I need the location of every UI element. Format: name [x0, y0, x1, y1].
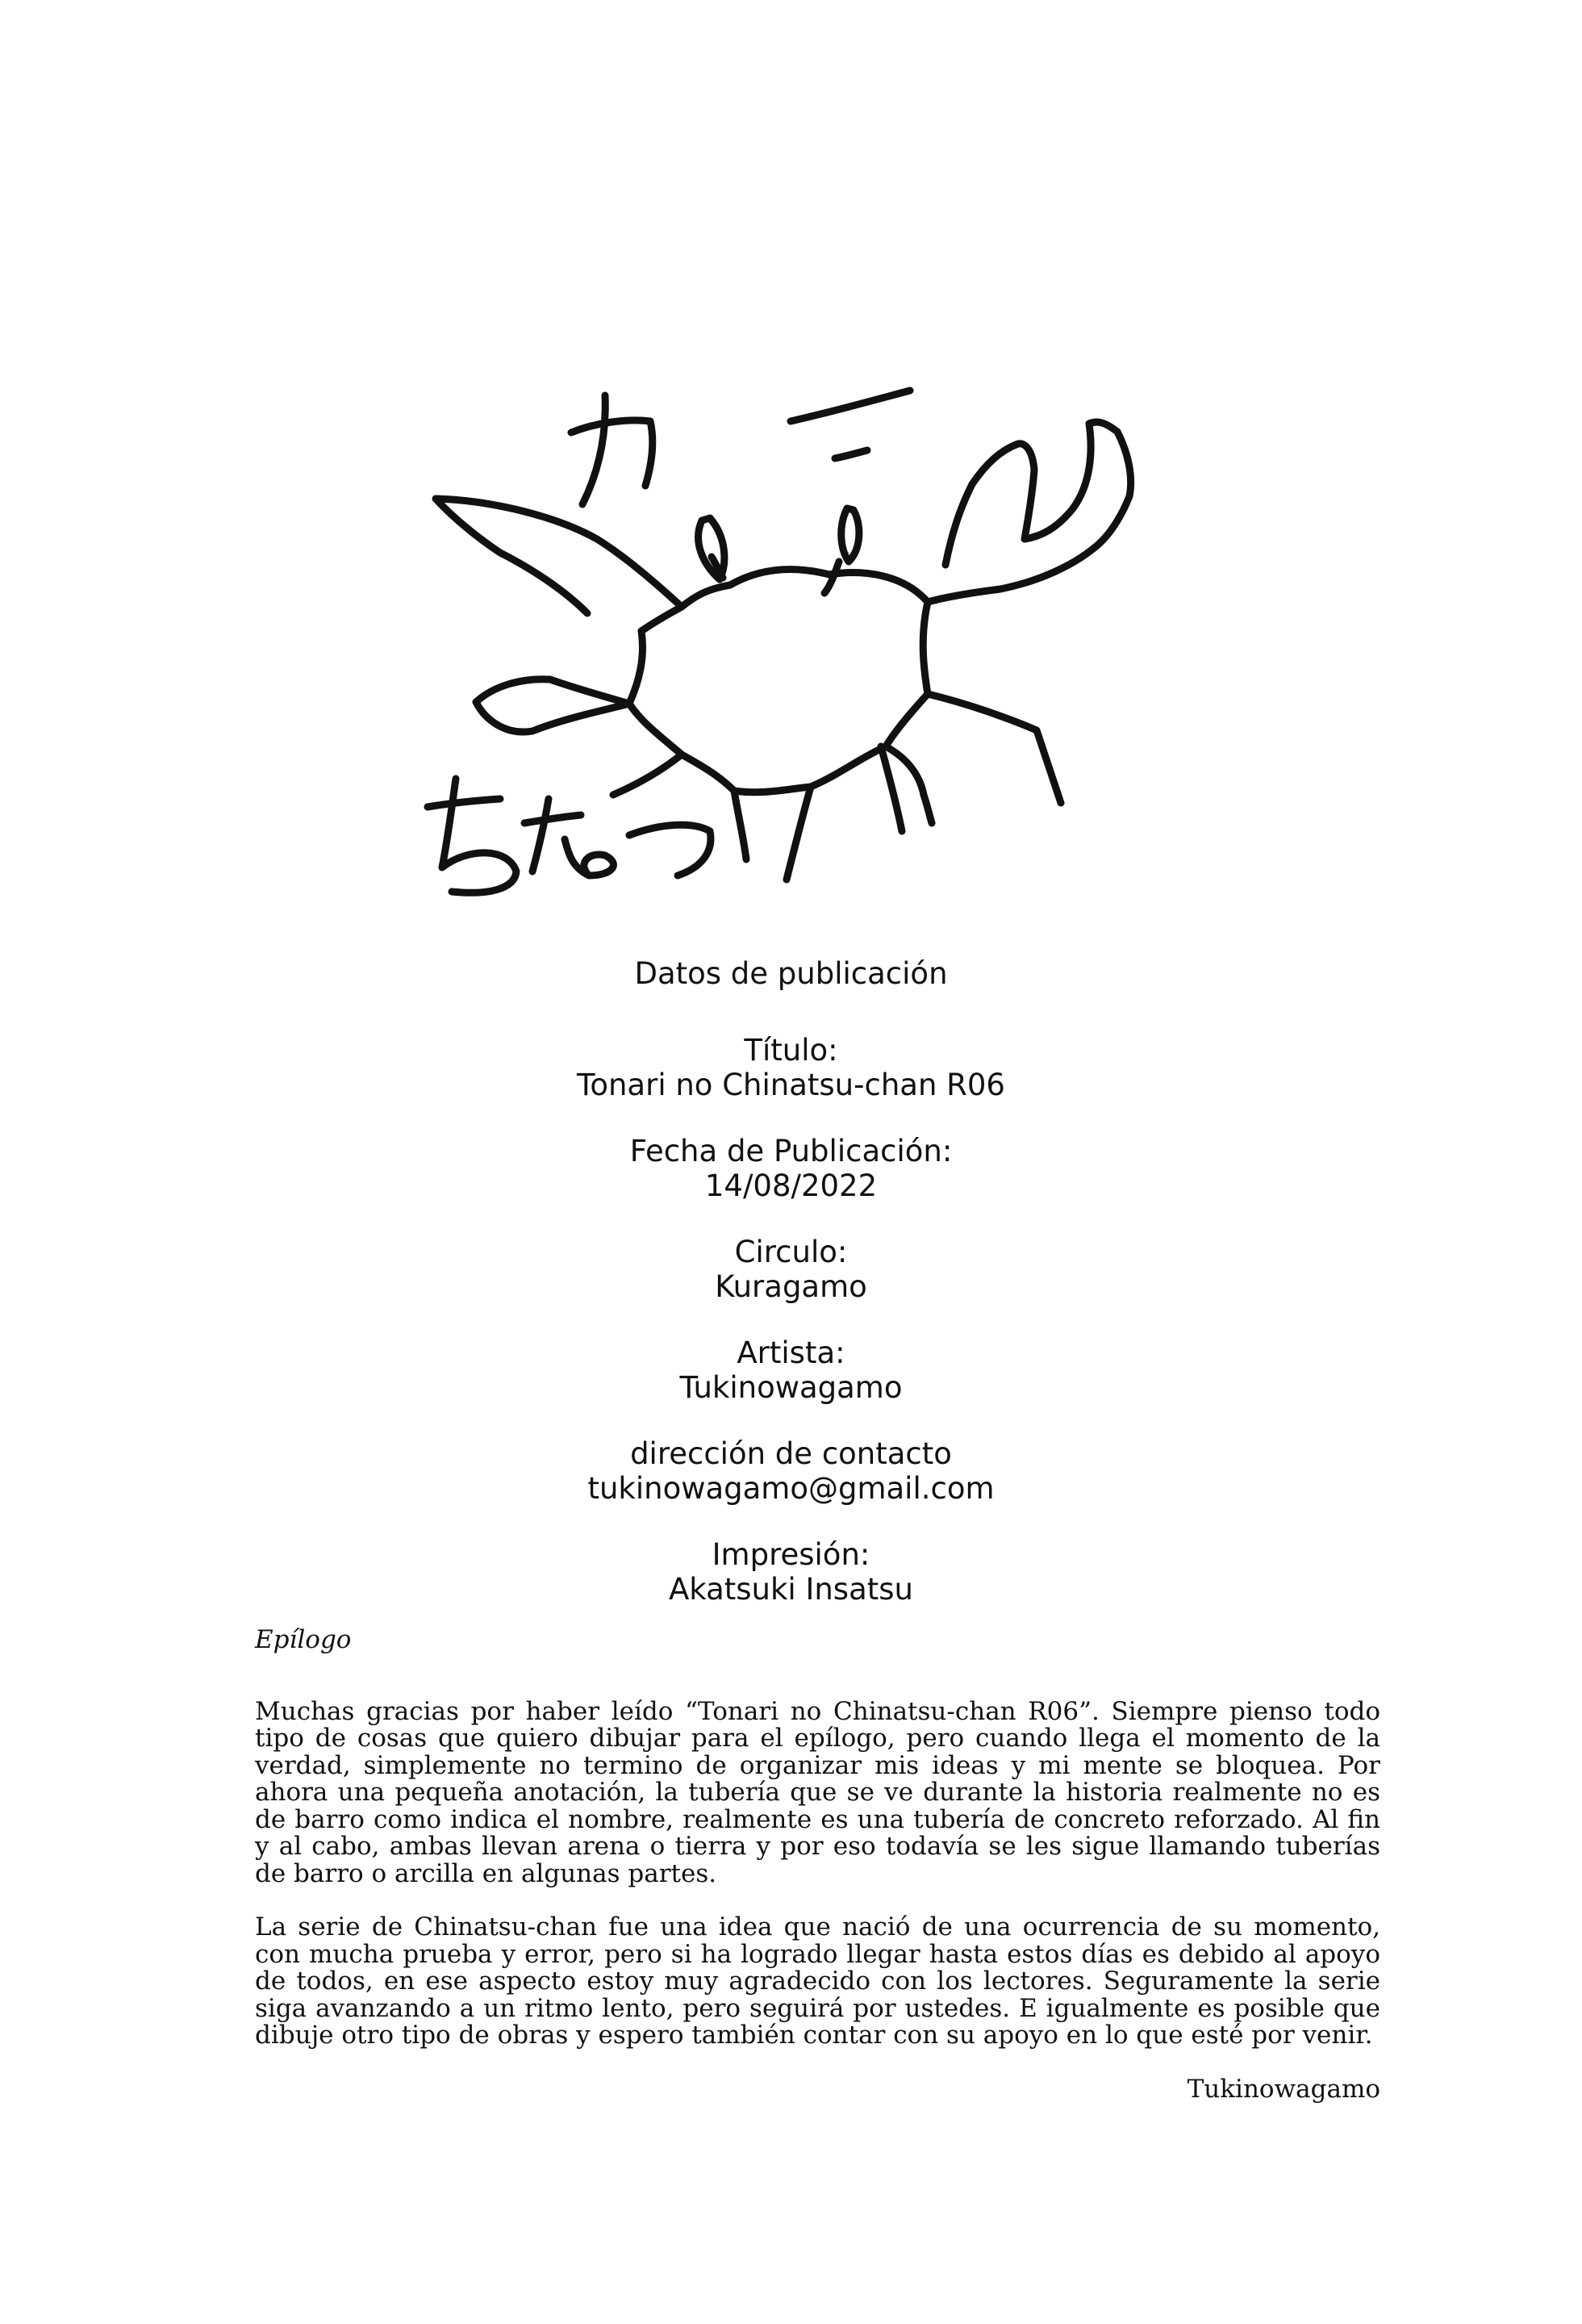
artist-label: Artista: — [737, 1335, 845, 1370]
contact-email: tukinowagamo@gmail.com — [587, 1471, 995, 1506]
artist-value: Tukinowagamo — [679, 1370, 903, 1405]
circle-value: Kuragamo — [715, 1269, 867, 1304]
crab-illustration — [355, 355, 1242, 920]
crab-drawing — [355, 355, 1242, 920]
printing-value: Akatsuki Insatsu — [668, 1572, 913, 1607]
title-value: Tonari no Chinatsu-chan R06 — [577, 1068, 1005, 1102]
circle-label: Circulo: — [734, 1235, 848, 1269]
printing-block — [0, 1537, 1582, 1607]
publication-heading: Datos de publicación — [634, 956, 948, 991]
artist-block — [0, 1335, 1582, 1405]
date-label: Fecha de Publicación: — [629, 1134, 953, 1168]
author-signature: Tukinowagamo — [1187, 2074, 1380, 2104]
title-label: Título: — [744, 1033, 838, 1068]
epilogue-paragraph-2: La serie de Chinatsu-chan fue una idea que nació de una ocurrencia de su momento, con mucha prueba y error, pero si ha logrado llegar hasta estos días es debido al apoyo de todos, en ese aspecto estoy muy agradecido con los lectores. Seguramente la serie siga avanzando a un ritmo lento, pero seguirá por ustedes. E igualmente es posible que dibuje otro tipo de obras y espero también contar con su apoyo en lo que esté por venir. — [255, 1912, 1380, 2050]
contact-label: dirección de contacto — [630, 1436, 952, 1471]
date-block — [0, 1134, 1582, 1203]
circle-block — [0, 1235, 1582, 1304]
publication-info — [0, 956, 1582, 1638]
printing-label: Impresión: — [712, 1537, 870, 1572]
date-value: 14/08/2022 — [704, 1168, 878, 1203]
contact-block — [0, 1436, 1582, 1506]
title-block — [0, 1033, 1582, 1102]
epilogue-paragraph-1: Muchas gracias por haber leído “Tonari no Chinatsu-chan R06”. Siempre pienso todo tipo de cosas que quiero dibujar para el epílogo, pero cuando llega el momento de la verdad, simplemente no termino de organizar mis ideas y mi mente se bloquea. Por ahora una pequeña anotación, la tubería que se ve durante la historia realmente no es de barro como indica el nombre, realmente es una tubería de concreto reforzado. Al fin y al cabo, ambas llevan arena o tierra y por eso todavía se les sigue llamando tuberías de barro o arcilla en algunas partes. — [255, 1696, 1380, 1888]
epilogue-title: Epílogo — [255, 1625, 352, 1654]
epilogue-section — [255, 1627, 1380, 2103]
